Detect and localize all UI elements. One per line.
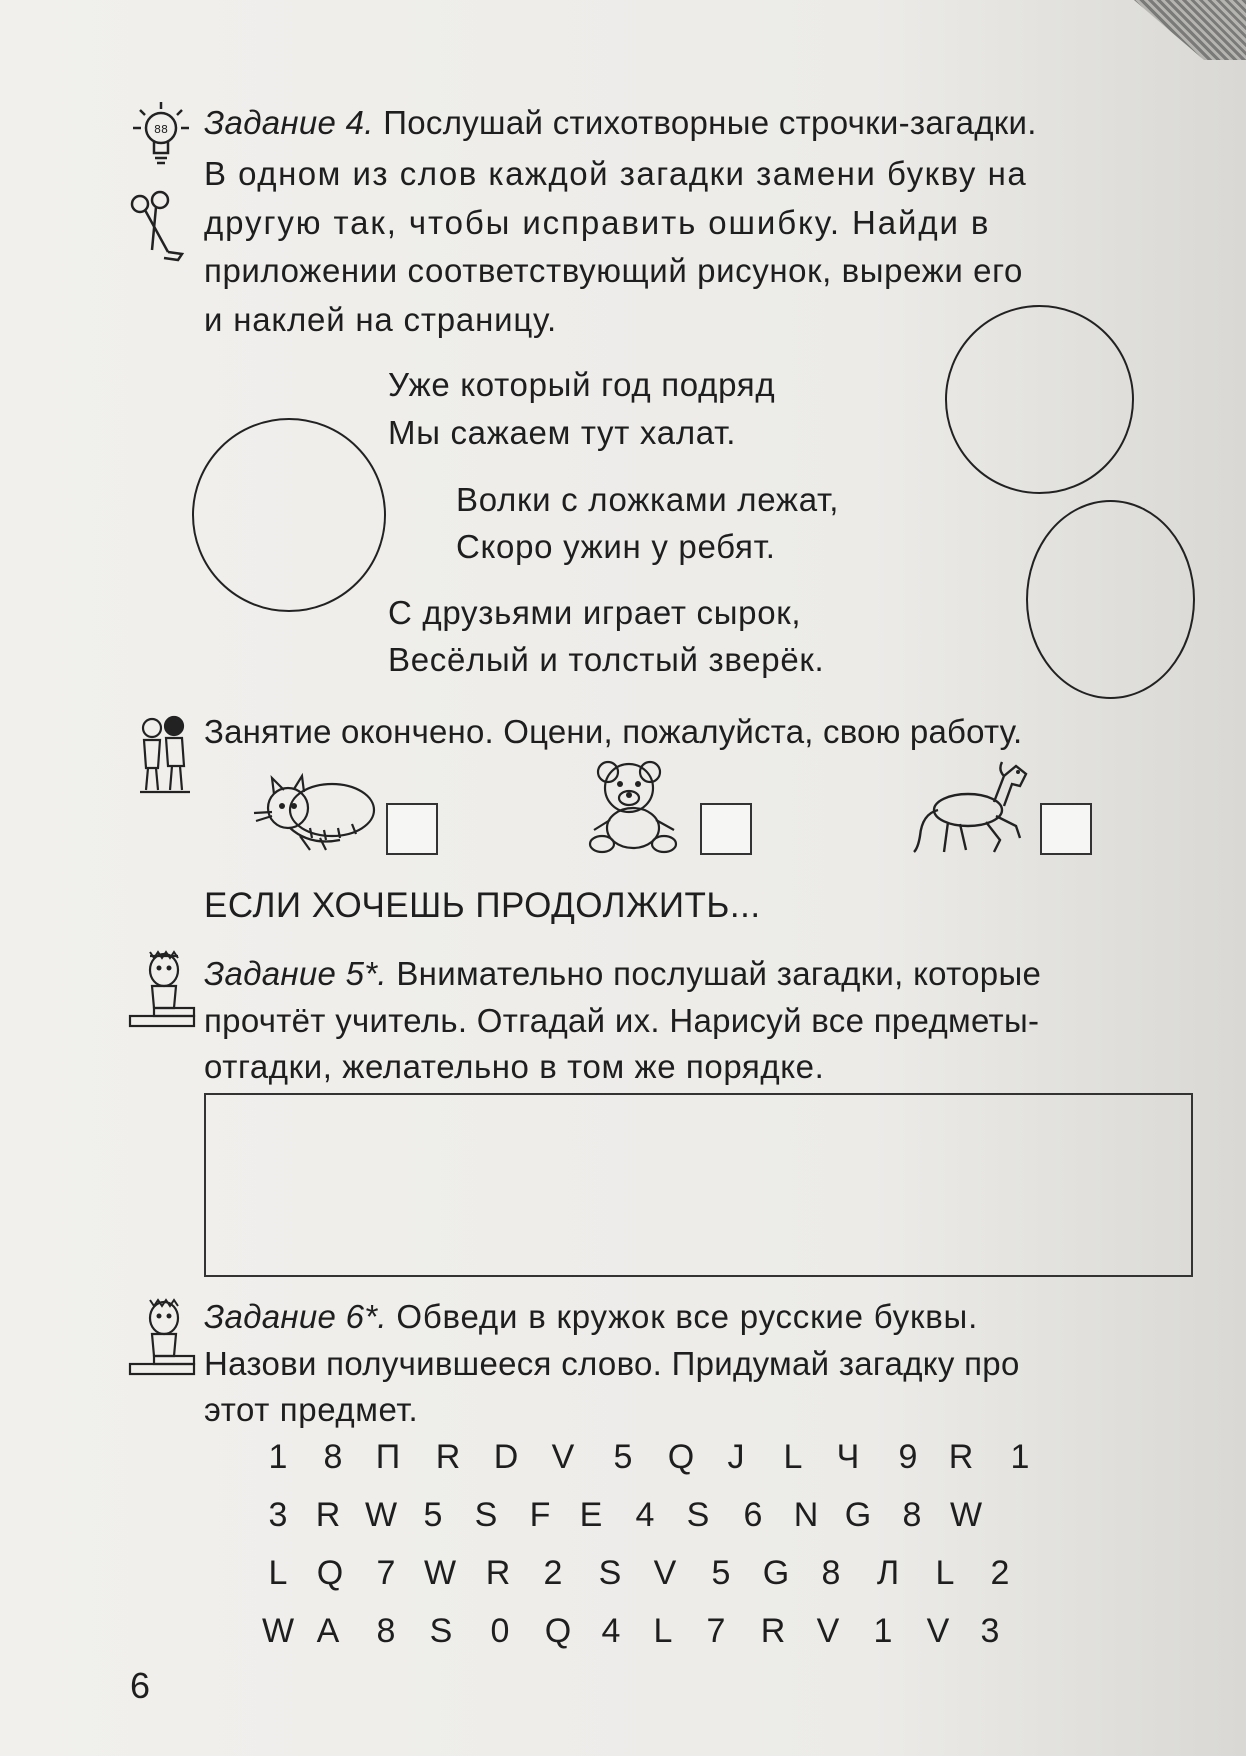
grid-cell[interactable]: S bbox=[474, 1496, 498, 1534]
grid-cell[interactable]: 7 bbox=[706, 1612, 726, 1650]
task4-line-3: другую так, чтобы исправить ошибку. Найди в bbox=[204, 204, 991, 241]
task6-line-1 bbox=[204, 1300, 978, 1333]
riddle-3-line-1: С друзьями играет сырок, bbox=[388, 594, 802, 631]
grid-cell[interactable]: 8 bbox=[323, 1438, 343, 1476]
task5-line-3: отгадки, желательно в том же порядке. bbox=[204, 1048, 825, 1085]
sticker-circle-1[interactable] bbox=[945, 305, 1134, 494]
grid-cell[interactable]: 4 bbox=[601, 1612, 621, 1650]
riddle-2-line-2: Скоро ужин у ребят. bbox=[456, 528, 776, 565]
svg-text:88: 88 bbox=[154, 123, 168, 136]
grid-cell[interactable]: Q bbox=[544, 1612, 572, 1650]
grid-cell[interactable]: V bbox=[816, 1612, 840, 1650]
grid-row-2 bbox=[258, 1498, 1058, 1548]
grid-cell[interactable]: W bbox=[261, 1612, 295, 1650]
grid-cell[interactable]: N bbox=[793, 1496, 819, 1534]
grid-cell[interactable]: R bbox=[315, 1496, 341, 1534]
grid-cell[interactable]: 1 bbox=[1010, 1438, 1030, 1476]
grid-cell[interactable]: 0 bbox=[490, 1612, 510, 1650]
task6-line-1-text: Обведи в кружок все русские буквы. bbox=[396, 1298, 979, 1335]
grid-cell[interactable]: 8 bbox=[821, 1554, 841, 1592]
grid-cell[interactable]: W bbox=[949, 1496, 983, 1534]
horse-icon bbox=[908, 752, 1040, 862]
rating-box-cat[interactable] bbox=[386, 803, 438, 855]
grid-cell[interactable]: 4 bbox=[635, 1496, 655, 1534]
riddle-1-line-2: Мы сажаем тут халат. bbox=[388, 414, 737, 451]
task6-label: Задание 6*. bbox=[204, 1298, 387, 1335]
grid-cell[interactable]: R bbox=[760, 1612, 786, 1650]
grid-cell[interactable]: W bbox=[364, 1496, 398, 1534]
lesson-end-text: Занятие окончено. Оцени, пожалуйста, свою работу. bbox=[204, 713, 1023, 750]
riddle-3-line-2: Весёлый и толстый зверёк. bbox=[388, 641, 825, 678]
grid-cell[interactable]: E bbox=[579, 1496, 603, 1534]
task4-line-5: и наклей на страницу. bbox=[204, 301, 557, 338]
grid-cell[interactable]: R bbox=[485, 1554, 511, 1592]
grid-cell[interactable]: 1 bbox=[873, 1612, 893, 1650]
task5-line-1-text: Внимательно послушай загадки, которые bbox=[396, 955, 1042, 992]
grid-cell[interactable]: 2 bbox=[543, 1554, 563, 1592]
character-on-steps-icon bbox=[128, 1298, 196, 1378]
grid-cell[interactable]: 5 bbox=[613, 1438, 633, 1476]
grid-cell[interactable]: Л bbox=[876, 1554, 900, 1592]
grid-cell[interactable]: S bbox=[429, 1612, 453, 1650]
grid-cell[interactable]: D bbox=[493, 1438, 519, 1476]
grid-cell[interactable]: 2 bbox=[990, 1554, 1010, 1592]
grid-cell[interactable]: R bbox=[435, 1438, 461, 1476]
task4-line-2: В одном из слов каждой загадки замени букву на bbox=[204, 155, 1028, 192]
grid-cell[interactable]: L bbox=[268, 1554, 288, 1592]
grid-row-3 bbox=[258, 1556, 1058, 1606]
grid-cell[interactable]: V bbox=[926, 1612, 950, 1650]
drawing-answer-box[interactable] bbox=[204, 1093, 1193, 1277]
sticker-circle-2[interactable] bbox=[192, 418, 386, 612]
riddle-2-line-1: Волки с ложками лежат, bbox=[456, 481, 840, 518]
page-number: 6 bbox=[130, 1665, 151, 1706]
grid-cell[interactable]: 7 bbox=[376, 1554, 396, 1592]
grid-cell[interactable]: F bbox=[529, 1496, 551, 1534]
grid-cell[interactable]: L bbox=[653, 1612, 673, 1650]
sticker-circle-3[interactable] bbox=[1026, 500, 1195, 699]
grid-cell[interactable]: J bbox=[727, 1438, 745, 1476]
grid-cell[interactable]: Q bbox=[316, 1554, 344, 1592]
grid-cell[interactable]: П bbox=[375, 1438, 401, 1476]
grid-cell[interactable]: 3 bbox=[268, 1496, 288, 1534]
grid-cell[interactable]: A bbox=[316, 1612, 340, 1650]
grid-cell[interactable]: G bbox=[844, 1496, 872, 1534]
grid-cell[interactable]: Ч bbox=[836, 1438, 860, 1476]
grid-cell[interactable]: 5 bbox=[711, 1554, 731, 1592]
grid-cell[interactable]: 8 bbox=[376, 1612, 396, 1650]
task6-line-3: этот предмет. bbox=[204, 1391, 419, 1428]
grid-cell[interactable]: R bbox=[948, 1438, 974, 1476]
grid-cell[interactable]: L bbox=[783, 1438, 803, 1476]
lightbulb-icon bbox=[130, 98, 192, 178]
grid-cell[interactable]: 6 bbox=[743, 1496, 763, 1534]
page-corner-shadow bbox=[1106, 0, 1246, 60]
task4-line-1 bbox=[204, 106, 1037, 139]
grid-cell[interactable]: V bbox=[551, 1438, 575, 1476]
grid-row-1 bbox=[258, 1440, 1058, 1490]
rating-box-bear[interactable] bbox=[700, 803, 752, 855]
continue-heading: ЕСЛИ ХОЧЕШЬ ПРОДОЛЖИТЬ... bbox=[204, 886, 761, 925]
task5-line-2: прочтёт учитель. Отгадай их. Нарисуй все предметы- bbox=[204, 1002, 1040, 1039]
grid-cell[interactable]: 5 bbox=[423, 1496, 443, 1534]
riddle-1-line-1: Уже который год подряд bbox=[388, 366, 776, 403]
grid-cell[interactable]: S bbox=[598, 1554, 622, 1592]
grid-row-4 bbox=[258, 1614, 1058, 1664]
rating-box-horse[interactable] bbox=[1040, 803, 1092, 855]
scissors-icon bbox=[128, 190, 186, 265]
task6-line-2: Назови получившееся слово. Придумай загадку про bbox=[204, 1345, 1020, 1382]
grid-cell[interactable]: 1 bbox=[268, 1438, 288, 1476]
grid-cell[interactable]: L bbox=[935, 1554, 955, 1592]
task5-label: Задание 5*. bbox=[204, 955, 387, 992]
bear-icon bbox=[588, 758, 684, 858]
task4-line-4: приложении соответствующий рисунок, вырежи его bbox=[204, 252, 1023, 289]
grid-cell[interactable]: G bbox=[762, 1554, 790, 1592]
grid-cell[interactable]: V bbox=[653, 1554, 677, 1592]
grid-cell[interactable]: W bbox=[423, 1554, 457, 1592]
task5-line-1 bbox=[204, 957, 1041, 990]
children-icon bbox=[130, 710, 198, 794]
character-on-steps-icon bbox=[128, 950, 196, 1030]
grid-cell[interactable]: 9 bbox=[898, 1438, 918, 1476]
task4-line-1-text: Послушай стихотворные строчки-загадки. bbox=[383, 104, 1037, 141]
task4-label: Задание 4. bbox=[204, 104, 374, 141]
grid-cell[interactable]: 8 bbox=[902, 1496, 922, 1534]
grid-cell[interactable]: S bbox=[686, 1496, 710, 1534]
grid-cell[interactable]: 3 bbox=[980, 1612, 1000, 1650]
grid-cell[interactable]: Q bbox=[667, 1438, 695, 1476]
cat-icon bbox=[250, 758, 380, 853]
